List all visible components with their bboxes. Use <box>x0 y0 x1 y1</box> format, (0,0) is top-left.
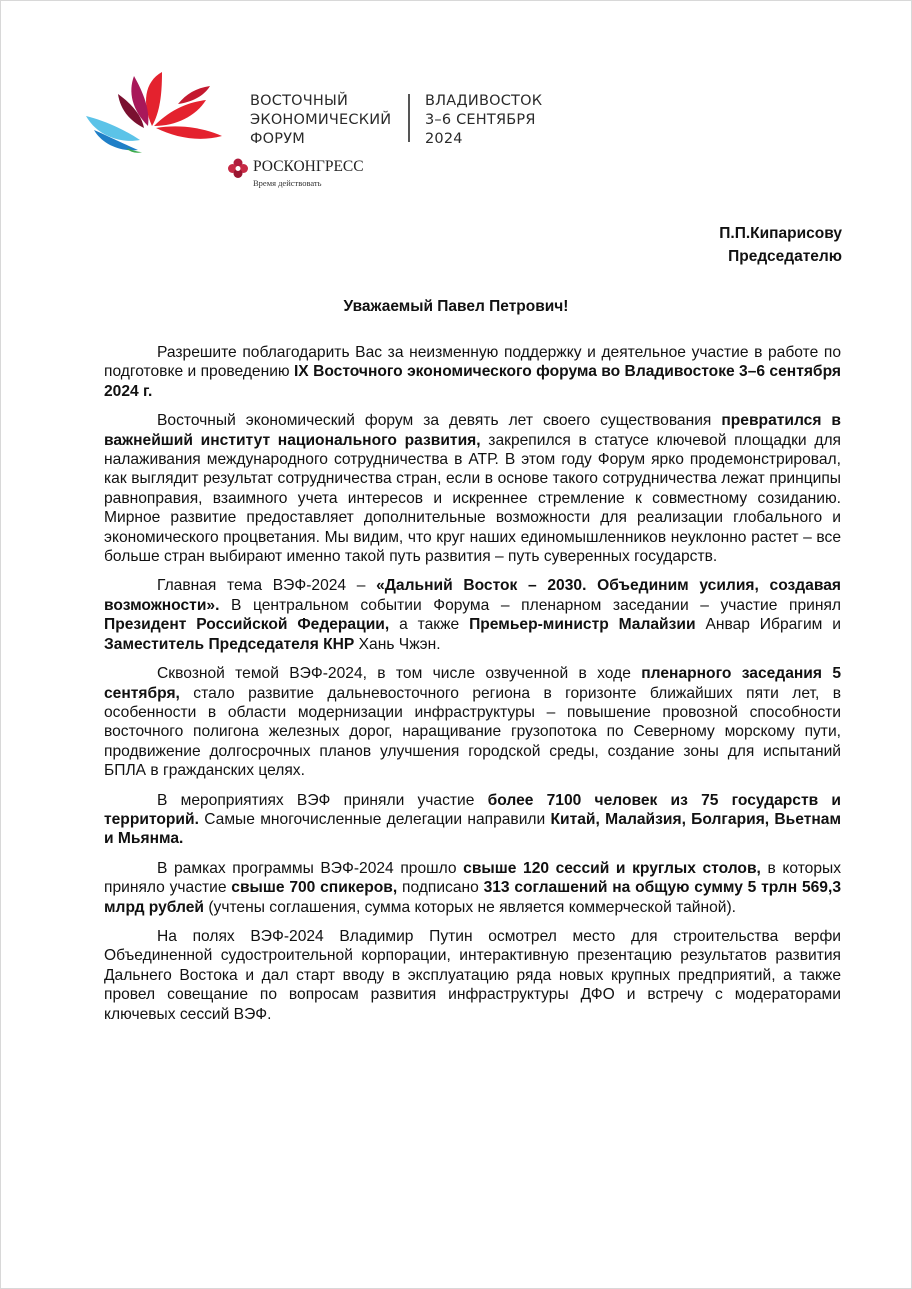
emphasis-text: Премьер-министр Малайзии <box>469 616 696 634</box>
paragraph-text: Хань Чжэн. <box>354 635 441 653</box>
emphasis-text: превратился в важнейший институт национального развития, <box>104 412 841 449</box>
emphasis-text: Заместитель Председателя КНР <box>104 635 355 653</box>
forum-place-line: 2024 <box>425 131 463 147</box>
paragraph-text: Анвар Ибрагим и <box>695 616 841 634</box>
addressee-name: П.П.Кипарисову <box>719 225 842 242</box>
emphasis-text: пленарного заседания 5 сентября, <box>104 665 842 702</box>
forum-place-date <box>425 92 542 149</box>
paragraph-text: Разрешите поблагодарить Вас за неизменную поддержку и деятельное участие в работе по подготовке и проведению <box>104 344 841 381</box>
emphasis-text: Президент Российской Федерации, <box>104 616 390 634</box>
letterhead <box>82 64 562 194</box>
forum-place-line: ВЛАДИВОСТОК <box>425 93 543 109</box>
forum-name-line: ФОРУМ <box>250 131 305 147</box>
lotus-logo-icon <box>82 64 242 154</box>
forum-name-line: ВОСТОЧНЫЙ <box>250 93 349 109</box>
header-divider <box>408 94 410 142</box>
emphasis-text: 313 соглашений на общую сумму 5 трлн 569,3 млрд рублей <box>104 879 841 916</box>
body-paragraph <box>104 343 841 401</box>
paragraph-text: В мероприятиях ВЭФ приняли участие <box>157 791 488 809</box>
paragraph-text: стало развитие дальневосточного региона в горизонте ближайших пяти лет, в особенности в области модернизации инфраструктуры – повышение провозной способности восточного полигона железных дорог, наращивание грузопотока по Северному морскому пути, продвижение долгосрочных планов улучшения городской среды, создание зоны для испытаний БПЛА в гражданских целях. <box>104 684 841 780</box>
paragraph-text: закрепился в статусе ключевой площадки для налаживания международного сотрудничества в АТР. В этом году Форум ярко продемонстрировал, как выглядит результат сотрудничества стран, если в основе такого сотрудничества лежат принципы равноправия, взаимного учета интересов и искреннее стремление к совместному созиданию. Мирное развитие предоставляет дополнительные возможности для реализации глобального и экономического процветания. Мы видим, что круг наших единомышленников неуклонно растет – все больше стран выбирают именно такой путь развития – путь суверенных государств. <box>104 431 841 566</box>
emphasis-text: IX Восточного экономического форума во Владивостоке 3–6 сентября 2024 г. <box>104 363 841 400</box>
paragraph-text: Главная тема ВЭФ-2024 – <box>157 577 377 595</box>
body-paragraph <box>104 411 841 566</box>
body-paragraph <box>104 927 841 1024</box>
organizer-tagline: Время действовать <box>253 178 322 188</box>
body-paragraph <box>104 576 841 654</box>
paragraph-text: подписано <box>397 879 484 897</box>
emphasis-text: Китай, Малайзия, Болгария, Вьетнам и Мьянма. <box>104 810 841 848</box>
roscongress-logo-icon <box>227 156 249 180</box>
paragraph-text: Восточный экономический форум за девять лет своего существования <box>157 412 722 430</box>
emphasis-text: «Дальний Восток – 2030. Объединим усилия, создавая возможности». <box>104 577 842 614</box>
paragraph-text: (учтены соглашения, сумма которых не является коммерческой тайной). <box>204 898 736 916</box>
paragraph-text: в которых приняло участие <box>104 859 842 897</box>
letter-body <box>104 343 841 1034</box>
paragraph-text: На полях ВЭФ-2024 Владимир Путин осмотрел место для строительства верфи Объединенной судостроительной корпорации, интерактивную презентацию результатов развития Дальнего Востока и дал старт вводу в эксплуатацию ряда новых крупных предприятий, а также провел совещание по вопросам развития инфраструктуры ДФО и встречу с модераторами ключевых сессий ВЭФ. <box>104 927 841 1023</box>
greeting: Уважаемый Павел Петрович! <box>343 298 569 315</box>
paragraph-text: а также <box>389 616 470 634</box>
forum-name-line: ЭКОНОМИЧЕСКИЙ <box>250 112 392 128</box>
body-paragraph <box>104 664 841 780</box>
forum-place-line: 3–6 СЕНТЯБРЯ <box>425 112 536 128</box>
organizer-logo <box>227 156 427 190</box>
body-paragraph <box>104 791 841 849</box>
paragraph-text: В рамках программы ВЭФ-2024 прошло <box>157 859 464 877</box>
body-paragraph <box>104 859 841 917</box>
organizer-name: РОСКОНГРЕСС <box>253 158 364 175</box>
addressee-block <box>719 222 842 268</box>
emphasis-text: более 7100 человек из 75 государств и территорий. <box>104 791 841 828</box>
forum-name <box>250 92 391 149</box>
emphasis-text: свыше 700 спикеров, <box>231 879 398 897</box>
addressee-position: Председателю <box>728 248 842 265</box>
paragraph-text: Самые многочисленные делегации направили <box>198 810 551 828</box>
paragraph-text: Сквозной темой ВЭФ-2024, в том числе озвученной в ходе <box>157 665 642 683</box>
emphasis-text: свыше 120 сессий и круглых столов, <box>463 859 761 877</box>
paragraph-text: В центральном событии Форума – пленарном заседании – участие принял <box>219 596 841 614</box>
